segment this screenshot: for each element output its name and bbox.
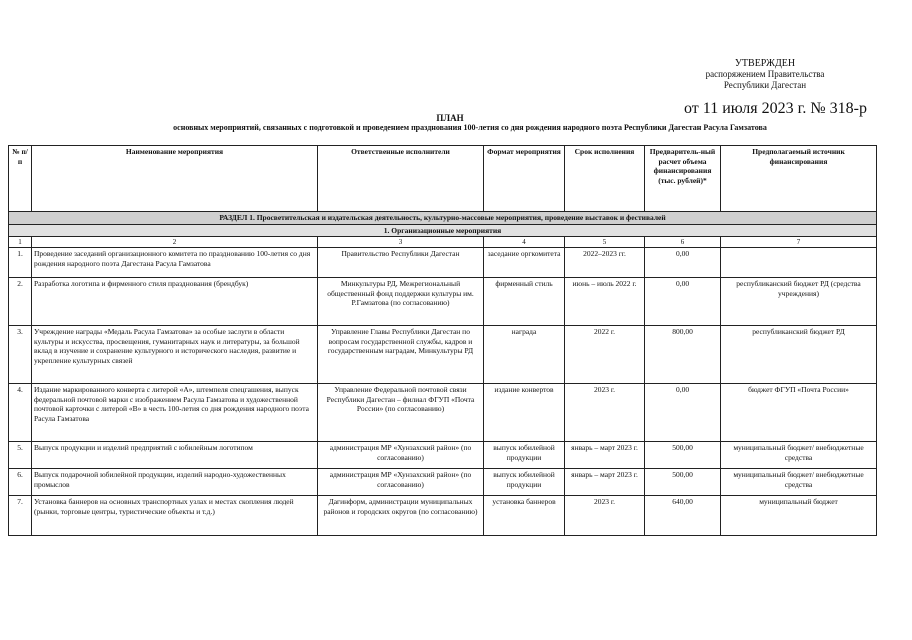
row-name: Выпуск подарочной юбилейной продукции, изделий народно-художественных промыслов: [32, 469, 318, 496]
section-title: РАЗДЕЛ 1. Просветительская и издательская деятельность, культурно-массовые мероприятия, проведение выставок и фестивалей: [9, 212, 877, 225]
row-format: установка баннеров: [484, 496, 565, 536]
approval-line-1: распоряжением Правительства: [705, 69, 825, 79]
row-executor: администрация МР «Хунзахский район» (по согласованию): [318, 469, 484, 496]
subsection-title: 1. Организационные мероприятия: [9, 224, 877, 237]
row-format: издание конвертов: [484, 384, 565, 442]
document-number: от 11 июля 2023 г. № 318-р: [684, 100, 867, 117]
table-row: [9, 248, 877, 278]
row-executor: Управление Федеральной почтовой связи Республики Дагестан – филиал ФГУП «Почта России» (по согласованию): [318, 384, 484, 442]
row-name: Издание маркированного конверта с литерой «А», штемпеля спецгашения, выпуск федеральной почтовой марки с изображением Расула Гамзатова и художественной почтовой карточки с литерой «В» в честь 100-летия со дня рождения народного поэта Расула Гамзатова: [32, 384, 318, 442]
row-amount: 0,00: [645, 384, 721, 442]
row-executor: Дагинформ, администрации муниципальных районов и городских округов (по согласованию): [318, 496, 484, 536]
row-format: заседание оргкомитета: [484, 248, 565, 278]
row-term: 2022–2023 гг.: [565, 248, 645, 278]
row-term: январь – март 2023 г.: [565, 442, 645, 469]
approval-stamp: [690, 58, 840, 91]
header-number: № п/п: [9, 146, 32, 212]
header-format: Формат мероприятия: [484, 146, 565, 212]
row-source: республиканский бюджет РД (средства учреждения): [721, 278, 877, 326]
header-source: Предполагаемый источник финансирования: [721, 146, 877, 212]
row-source: республиканский бюджет РД: [721, 326, 877, 384]
table-row: [9, 384, 877, 442]
table-row: [9, 442, 877, 469]
row-name: Учреждение награды «Медаль Расула Гамзатова» за особые заслуги в области культуры и искусства, просвещения, гуманитарных наук и литературы, за большой вклад в изучение и сохранение культурного и исторического наследия, развитие и укрепление культурных связей: [32, 326, 318, 384]
row-format: выпуск юбилейной продукции: [484, 442, 565, 469]
row-name: Разработка логотипа и фирменного стиля празднования (брендбук): [32, 278, 318, 326]
row-number: 1.: [9, 248, 32, 278]
row-amount: 0,00: [645, 248, 721, 278]
header-term: Срок исполнения: [565, 146, 645, 212]
row-source: муниципальный бюджет/ внебюджетные средства: [721, 469, 877, 496]
row-number: 6.: [9, 469, 32, 496]
column-number: 6: [645, 237, 721, 248]
row-term: 2023 г.: [565, 384, 645, 442]
row-number: 3.: [9, 326, 32, 384]
column-number: 7: [721, 237, 877, 248]
table-row: [9, 278, 877, 326]
column-number-row: [9, 237, 877, 248]
plan-table: [8, 145, 877, 536]
plan-subtitle: основных мероприятий, связанных с подготовкой и проведением празднования 100-летия со дня рождения народного поэта Республики Дагестан Расула Гамзатова: [173, 123, 767, 132]
row-number: 4.: [9, 384, 32, 442]
column-number: 4: [484, 237, 565, 248]
header-executor: Ответственные исполнители: [318, 146, 484, 212]
row-term: 2022 г.: [565, 326, 645, 384]
row-format: выпуск юбилейной продукции: [484, 469, 565, 496]
header-name: Наименование мероприятия: [32, 146, 318, 212]
subsection-row: [9, 224, 877, 237]
approval-line-2: Республики Дагестан: [723, 80, 807, 90]
row-term: июнь – июль 2022 г.: [565, 278, 645, 326]
table-header-row: [9, 146, 877, 212]
row-term: январь – март 2023 г.: [565, 469, 645, 496]
column-number: 3: [318, 237, 484, 248]
row-amount: 640,00: [645, 496, 721, 536]
row-source: муниципальный бюджет: [721, 496, 877, 536]
row-format: фирменный стиль: [484, 278, 565, 326]
table-row: [9, 496, 877, 536]
row-number: 7.: [9, 496, 32, 536]
approval-heading: УТВЕРЖДЕН: [734, 58, 796, 69]
row-amount: 0,00: [645, 278, 721, 326]
row-source: муниципальный бюджет/ внебюджетные средства: [721, 442, 877, 469]
row-name: Проведение заседаний организационного комитета по празднованию 100-летия со дня рождения народного поэта Дагестана Расула Гамзатова: [32, 248, 318, 278]
row-name: Выпуск продукции и изделий предприятий с юбилейным логотипом: [32, 442, 318, 469]
row-amount: 500,00: [645, 442, 721, 469]
row-term: 2023 г.: [565, 496, 645, 536]
row-amount: 500,00: [645, 469, 721, 496]
column-number: 5: [565, 237, 645, 248]
row-amount: 800,00: [645, 326, 721, 384]
row-executor: Правительство Республики Дагестан: [318, 248, 484, 278]
row-source: [721, 248, 877, 278]
table-row: [9, 326, 877, 384]
row-name: Установка баннеров на основных транспортных узлах и местах скопления людей (рынки, торговые центры, туристические объекты и т.д.): [32, 496, 318, 536]
header-amount: Предваритель-ный расчет объема финансирования (тыс. рублей)*: [645, 146, 721, 212]
row-number: 5.: [9, 442, 32, 469]
row-executor: Минкультуры РД, Межрегиональный общественный фонд поддержки культуры им. Р.Гамзатова (по согласованию): [318, 278, 484, 326]
section-row: [9, 212, 877, 225]
table-row: [9, 469, 877, 496]
plan-title: ПЛАН: [436, 113, 464, 123]
row-executor: администрация МР «Хунзахский район» (по согласованию): [318, 442, 484, 469]
column-number: 2: [32, 237, 318, 248]
row-source: бюджет ФГУП «Почта России»: [721, 384, 877, 442]
row-format: награда: [484, 326, 565, 384]
row-number: 2.: [9, 278, 32, 326]
column-number: 1: [9, 237, 32, 248]
row-executor: Управление Главы Республики Дагестан по вопросам государственной службы, кадров и государственным наградам, Минкультуры РД: [318, 326, 484, 384]
